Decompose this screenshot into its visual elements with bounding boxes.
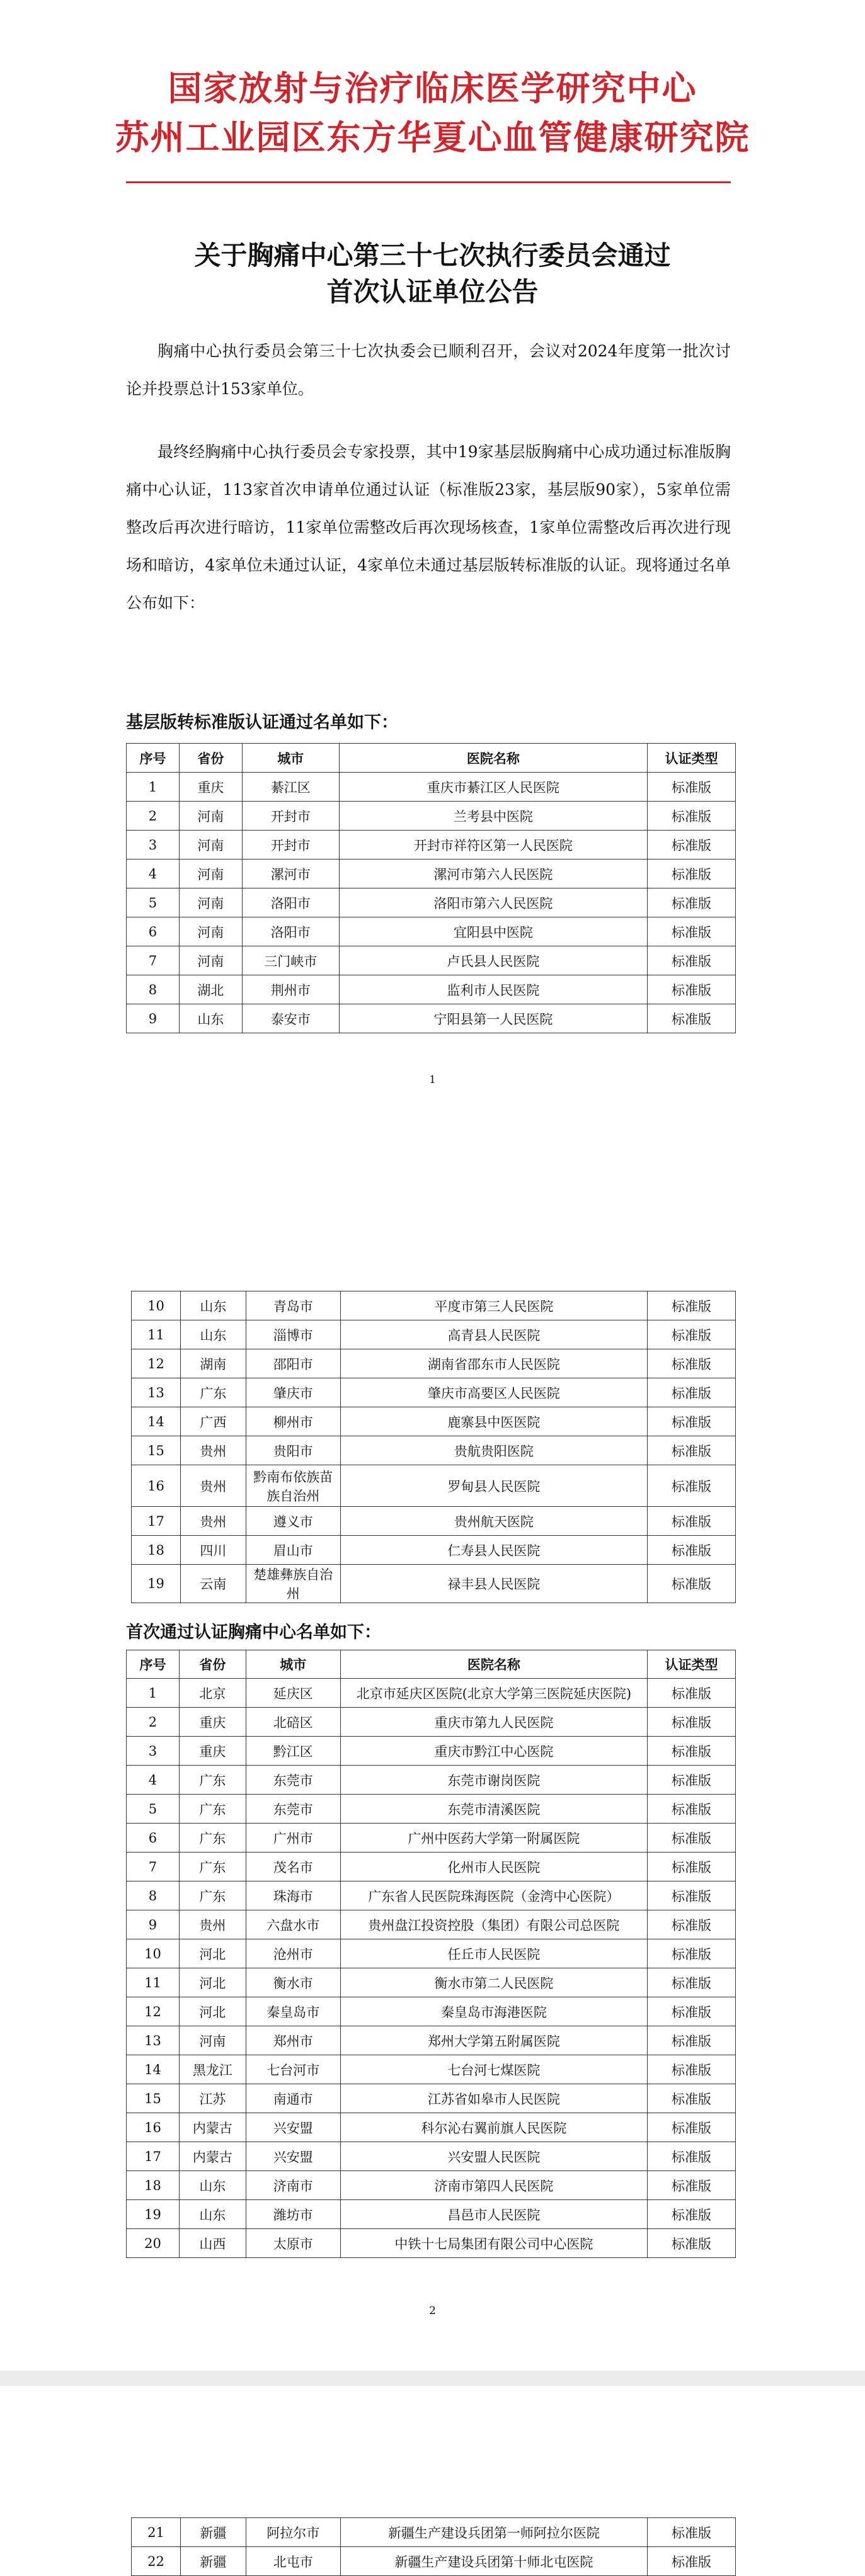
table-cell: 标准版	[648, 1349, 736, 1378]
table-cell: 14	[132, 1407, 181, 1436]
table-cell: 标准版	[648, 917, 736, 946]
table-cell: 16	[127, 2113, 180, 2142]
table-cell: 标准版	[648, 2055, 736, 2084]
table-cell: 贵阳市	[246, 1436, 340, 1465]
table-cell: 兰考县中医院	[339, 802, 647, 831]
table-cell: 标准版	[648, 1436, 736, 1465]
table-cell: 邵阳市	[246, 1349, 340, 1378]
announcement-title-line-2: 首次认证单位公告	[326, 276, 539, 307]
table-cell: 标准版	[648, 1737, 736, 1766]
table-cell: 标准版	[648, 1968, 736, 1997]
table-row	[132, 1436, 736, 1465]
table-row	[127, 975, 736, 1004]
table-cell: 荆州市	[242, 975, 339, 1004]
table-row	[127, 1910, 736, 1939]
column-header: 医院名称	[340, 1650, 647, 1679]
table-cell: 郑州市	[246, 2026, 340, 2055]
table-cell: 广东	[179, 1824, 246, 1853]
table-row	[127, 1737, 736, 1766]
table-cell: 阿拉尔市	[246, 2518, 340, 2547]
body-paragraph-1	[126, 332, 731, 408]
column-header: 认证类型	[648, 744, 736, 773]
table-cell: 肇庆市	[246, 1378, 340, 1407]
table-cell: 衡水市第二人民医院	[340, 1968, 647, 1997]
table-row	[127, 2171, 736, 2200]
table-row	[127, 2084, 736, 2113]
table-cell: 四川	[180, 1536, 246, 1565]
table-row	[127, 1853, 736, 1881]
announcement-title-line-1: 关于胸痛中心第三十七次执行委员会通过	[194, 240, 671, 271]
table-row	[127, 1939, 736, 1968]
table-cell: 7	[127, 946, 180, 975]
table-cell: 标准版	[648, 1708, 736, 1737]
table-cell: 标准版	[648, 1939, 736, 1968]
table-cell: 12	[127, 1997, 180, 2026]
table-cell: 16	[132, 1465, 181, 1507]
table-cell: 标准版	[648, 1766, 736, 1795]
table-cell: 标准版	[648, 888, 736, 917]
table-cell: 山东	[179, 2200, 246, 2229]
table-cell: 高青县人民医院	[340, 1320, 647, 1349]
table-cell: 罗甸县人民医院	[340, 1465, 647, 1507]
table-cell: 18	[132, 1536, 181, 1565]
table-cell: 平度市第三人民医院	[340, 1291, 647, 1320]
table-cell: 标准版	[648, 773, 736, 802]
document-page-3	[0, 2386, 865, 2570]
table-cell: 山东	[179, 1004, 242, 1033]
table-cell: 标准版	[648, 2200, 736, 2229]
table-cell: 开封市	[242, 802, 339, 831]
document-page-2	[0, 1234, 865, 2366]
table-cell: 标准版	[648, 860, 736, 888]
table-row	[127, 2055, 736, 2084]
table-cell: 太原市	[246, 2229, 340, 2258]
table-cell: 15	[132, 1436, 181, 1465]
table-row	[132, 1320, 736, 1349]
table-cell: 新疆	[180, 2518, 246, 2547]
table-cell: 卢氏县人民医院	[339, 946, 647, 975]
table-cell: 标准版	[648, 1320, 736, 1349]
table-cell: 河南	[179, 946, 242, 975]
body-paragraph-2	[126, 433, 731, 622]
table-row	[127, 773, 736, 802]
table-cell: 眉山市	[246, 1536, 340, 1565]
table-cell: 标准版	[648, 2113, 736, 2142]
table-row	[132, 1349, 736, 1378]
table-cell: 17	[127, 2142, 180, 2171]
table-cell: 湖北	[179, 975, 242, 1004]
table-cell: 广东	[179, 1881, 246, 1910]
table-cell: 标准版	[648, 946, 736, 975]
table-row	[127, 2113, 736, 2142]
table-cell: 17	[132, 1507, 181, 1536]
table-cell: 标准版	[648, 2171, 736, 2200]
table-cell: 济南市	[246, 2171, 340, 2200]
table-cell: 标准版	[648, 831, 736, 860]
header-divider	[126, 181, 731, 183]
table-cell: 秦皇岛市海港医院	[340, 1997, 647, 2026]
table-cell: 洛阳市第六人民医院	[339, 888, 647, 917]
table-cell: 江苏	[179, 2084, 246, 2113]
table-cell: 标准版	[648, 1881, 736, 1910]
table-cell: 13	[132, 1378, 181, 1407]
table-cell: 东莞市谢岗医院	[340, 1766, 647, 1795]
table-cell: 湖南	[180, 1349, 246, 1378]
table-cell: 21	[132, 2518, 181, 2547]
table-cell: 广州中医药大学第一附属医院	[340, 1824, 647, 1853]
section-title-upgrade: 基层版转标准版认证通过名单如下：	[126, 713, 398, 732]
table-cell: 新疆生产建设兵团第十师北屯医院	[340, 2547, 647, 2576]
table-cell: 贵州盘江投资控股（集团）有限公司总医院	[340, 1910, 647, 1939]
table-cell: 漯河市	[242, 860, 339, 888]
table-header-row	[127, 1650, 736, 1679]
table-cell: 楚雄彝族自治州	[246, 1565, 340, 1603]
table-cell: 七台河七煤医院	[340, 2055, 647, 2084]
table-cell: 沧州市	[246, 1939, 340, 1968]
table-cell: 标准版	[648, 1536, 736, 1565]
table-row	[127, 917, 736, 946]
table-cell: 广东	[180, 1378, 246, 1407]
table-cell: 济南市第四人民医院	[340, 2171, 647, 2200]
table-cell: 开封市	[242, 831, 339, 860]
table-cell: 20	[127, 2229, 180, 2258]
table-cell: 泰安市	[242, 1004, 339, 1033]
table-cell: 标准版	[648, 1291, 736, 1320]
table-cell: 河南	[179, 860, 242, 888]
table-row	[127, 860, 736, 888]
table-cell: 8	[127, 1881, 180, 1910]
table-cell: 6	[127, 917, 180, 946]
table-cell: 兴安盟人民医院	[340, 2142, 647, 2171]
table-row	[127, 1004, 736, 1033]
table-cell: 广西	[180, 1407, 246, 1436]
table-cell: 广东	[179, 1853, 246, 1881]
table-cell: 六盘水市	[246, 1910, 340, 1939]
institution-name-line-2: 苏州工业园区东方华夏心血管健康研究院	[115, 117, 750, 157]
page-separator	[0, 2371, 865, 2386]
table-cell: 河北	[179, 1997, 246, 2026]
table-cell: 5	[127, 1795, 180, 1824]
table-cell: 北屯市	[246, 2547, 340, 2576]
table-cell: 东莞市清溪医院	[340, 1795, 647, 1824]
column-header: 认证类型	[648, 1650, 736, 1679]
table-row	[127, 802, 736, 831]
table-cell: 标准版	[648, 1679, 736, 1708]
section-title-first-certification: 首次通过认证胸痛中心名单如下：	[126, 1623, 381, 1642]
table-cell: 宁阳县第一人民医院	[339, 1004, 647, 1033]
column-header: 城市	[242, 744, 339, 773]
table-cell: 14	[127, 2055, 180, 2084]
table-cell: 郑州大学第五附属医院	[340, 2026, 647, 2055]
table-row	[127, 2142, 736, 2171]
document-page-1	[0, 0, 865, 1196]
table-cell: 标准版	[648, 802, 736, 831]
table-cell: 茂名市	[246, 1853, 340, 1881]
table-row	[127, 1968, 736, 1997]
table-cell: 10	[132, 1291, 181, 1320]
table-cell: 洛阳市	[242, 917, 339, 946]
table-cell: 黔江区	[246, 1737, 340, 1766]
first-certification-table-continued	[131, 2517, 736, 2576]
table-cell: 衡水市	[246, 1968, 340, 1997]
table-cell: 标准版	[648, 1565, 736, 1603]
table-cell: 新疆	[180, 2547, 246, 2576]
table-cell: 北京市延庆区医院(北京大学第三医院延庆医院)	[340, 1679, 647, 1708]
paragraph-text: 最终经胸痛中心执行委员会专家投票，其中19家基层版胸痛中心成功通过标准版胸痛中心认证，113家首次申请单位通过认证（标准版23家，基层版90家），5家单位需整改后再次进行暗访，11家单位需整改后再次现场核查，1家单位需整改后再次进行现场和暗访，4家单位未通过认证，4家单位未通过基层版转标准版的认证。现将通过名单公布如下：	[126, 443, 731, 612]
table-row	[127, 1795, 736, 1824]
table-row	[132, 1507, 736, 1536]
column-header: 序号	[127, 1650, 180, 1679]
table-cell: 标准版	[648, 1465, 736, 1507]
table-body	[132, 1291, 736, 1603]
table-cell: 河南	[179, 831, 242, 860]
table-cell: 1	[127, 1679, 180, 1708]
table-cell: 青岛市	[246, 1291, 340, 1320]
table-cell: 遵义市	[246, 1507, 340, 1536]
page-number: 2	[429, 2305, 436, 2317]
table-cell: 东莞市	[246, 1766, 340, 1795]
table-cell: 15	[127, 2084, 180, 2113]
table-cell: 三门峡市	[242, 946, 339, 975]
table-cell: 3	[127, 1737, 180, 1766]
table-cell: 6	[127, 1824, 180, 1853]
table-cell: 北京	[179, 1679, 246, 1708]
table-cell: 重庆	[179, 1737, 246, 1766]
table-cell: 标准版	[648, 975, 736, 1004]
table-cell: 淄博市	[246, 1320, 340, 1349]
table-cell: 7	[127, 1853, 180, 1881]
table-row	[132, 1536, 736, 1565]
table-cell: 12	[132, 1349, 181, 1378]
paragraph-text: 胸痛中心执行委员会第三十七次执委会已顺利召开，会议对2024年度第一批次讨论并投票总计153家单位。	[126, 342, 731, 398]
column-header: 医院名称	[339, 744, 647, 773]
table-cell: 8	[127, 975, 180, 1004]
upgrade-certification-table-continued	[131, 1291, 736, 1603]
table-cell: 重庆市黔江中心医院	[340, 1737, 647, 1766]
table-cell: 11	[132, 1320, 181, 1349]
table-cell: 3	[127, 831, 180, 860]
table-cell: 标准版	[648, 1004, 736, 1033]
table-cell: 9	[127, 1004, 180, 1033]
first-certification-table	[126, 1650, 736, 2258]
table-cell: 22	[132, 2547, 181, 2576]
table-cell: 兴安盟	[246, 2142, 340, 2171]
upgrade-certification-table	[126, 743, 736, 1033]
table-row	[132, 1378, 736, 1407]
table-cell: 贵州航天医院	[340, 1507, 647, 1536]
table-cell: 云南	[180, 1565, 246, 1603]
table-body	[132, 2518, 736, 2576]
table-cell: 新疆生产建设兵团第一师阿拉尔医院	[340, 2518, 647, 2547]
table-cell: 10	[127, 1939, 180, 1968]
table-cell: 18	[127, 2171, 180, 2200]
table-cell: 昌邑市人民医院	[340, 2200, 647, 2229]
table-cell: 兴安盟	[246, 2113, 340, 2142]
table-cell: 重庆	[179, 773, 242, 802]
table-body	[127, 773, 736, 1033]
table-row	[127, 946, 736, 975]
column-header: 城市	[246, 1650, 340, 1679]
table-cell: 标准版	[648, 2518, 736, 2547]
table-body	[127, 1679, 736, 2258]
table-cell: 綦江区	[242, 773, 339, 802]
table-cell: 5	[127, 888, 180, 917]
table-cell: 东莞市	[246, 1795, 340, 1824]
table-cell: 标准版	[648, 2229, 736, 2258]
table-cell: 2	[127, 802, 180, 831]
page-number: 1	[429, 1074, 436, 1086]
table-cell: 潍坊市	[246, 2200, 340, 2229]
table-cell: 19	[132, 1565, 181, 1603]
table-cell: 化州市人民医院	[340, 1853, 647, 1881]
table-cell: 4	[127, 860, 180, 888]
table-cell: 贵航贵阳医院	[340, 1436, 647, 1465]
table-row	[132, 1407, 736, 1436]
column-header: 序号	[127, 744, 180, 773]
table-row	[127, 1824, 736, 1853]
column-header: 省份	[179, 1650, 246, 1679]
table-row	[127, 1708, 736, 1737]
table-cell: 黔南布依族苗族自治州	[246, 1465, 340, 1507]
table-cell: 南通市	[246, 2084, 340, 2113]
table-cell: 贵州	[180, 1507, 246, 1536]
table-cell: 广州市	[246, 1824, 340, 1853]
table-cell: 宜阳县中医院	[339, 917, 647, 946]
table-cell: 河北	[179, 1939, 246, 1968]
table-cell: 延庆区	[246, 1679, 340, 1708]
table-cell: 标准版	[648, 1824, 736, 1853]
table-cell: 重庆市綦江区人民医院	[339, 773, 647, 802]
table-header-row	[127, 744, 736, 773]
table-row	[127, 1679, 736, 1708]
table-cell: 中铁十七局集团有限公司中心医院	[340, 2229, 647, 2258]
table-row	[132, 1565, 736, 1603]
table-cell: 13	[127, 2026, 180, 2055]
table-cell: 标准版	[648, 2084, 736, 2113]
table-cell: 标准版	[648, 1507, 736, 1536]
table-cell: 标准版	[648, 1407, 736, 1436]
table-cell: 标准版	[648, 2026, 736, 2055]
table-cell: 鹿寨县中医医院	[340, 1407, 647, 1436]
institution-name-line-1: 国家放射与治疗临床医学研究中心	[168, 68, 697, 108]
table-cell: 黑龙江	[179, 2055, 246, 2084]
table-row	[127, 1881, 736, 1910]
table-cell: 珠海市	[246, 1881, 340, 1910]
table-cell: 江苏省如皋市人民医院	[340, 2084, 647, 2113]
table-cell: 科尔沁右翼前旗人民医院	[340, 2113, 647, 2142]
table-cell: 禄丰县人民医院	[340, 1565, 647, 1603]
table-cell: 11	[127, 1968, 180, 1997]
table-cell: 漯河市第六人民医院	[339, 860, 647, 888]
table-cell: 标准版	[648, 2142, 736, 2171]
table-cell: 1	[127, 773, 180, 802]
table-cell: 内蒙古	[179, 2113, 246, 2142]
table-cell: 洛阳市	[242, 888, 339, 917]
table-cell: 北碚区	[246, 1708, 340, 1737]
table-cell: 柳州市	[246, 1407, 340, 1436]
table-cell: 监利市人民医院	[339, 975, 647, 1004]
table-row	[127, 2200, 736, 2229]
table-cell: 标准版	[648, 1997, 736, 2026]
table-row	[132, 2518, 736, 2547]
table-cell: 湖南省邵东市人民医院	[340, 1349, 647, 1378]
table-cell: 重庆	[179, 1708, 246, 1737]
table-cell: 山东	[180, 1320, 246, 1349]
table-row	[127, 2229, 736, 2258]
table-cell: 仁寿县人民医院	[340, 1536, 647, 1565]
table-cell: 2	[127, 1708, 180, 1737]
table-cell: 4	[127, 1766, 180, 1795]
table-cell: 开封市祥符区第一人民医院	[339, 831, 647, 860]
table-cell: 肇庆市高要区人民医院	[340, 1378, 647, 1407]
table-cell: 标准版	[648, 1853, 736, 1881]
table-cell: 广东省人民医院珠海医院（金湾中心医院）	[340, 1881, 647, 1910]
table-cell: 广东	[179, 1766, 246, 1795]
table-row	[127, 1997, 736, 2026]
table-row	[127, 831, 736, 860]
table-cell: 广东	[179, 1795, 246, 1824]
table-row	[127, 1766, 736, 1795]
table-cell: 标准版	[648, 1378, 736, 1407]
table-cell: 山东	[180, 1291, 246, 1320]
table-cell: 内蒙古	[179, 2142, 246, 2171]
table-cell: 标准版	[648, 1910, 736, 1939]
table-cell: 19	[127, 2200, 180, 2229]
table-cell: 任丘市人民医院	[340, 1939, 647, 1968]
table-cell: 七台河市	[246, 2055, 340, 2084]
table-cell: 贵州	[179, 1910, 246, 1939]
table-cell: 9	[127, 1910, 180, 1939]
table-cell: 重庆市第九人民医院	[340, 1708, 647, 1737]
table-cell: 山东	[179, 2171, 246, 2200]
table-cell: 标准版	[648, 1795, 736, 1824]
table-cell: 贵州	[180, 1436, 246, 1465]
column-header: 省份	[179, 744, 242, 773]
table-cell: 河北	[179, 1968, 246, 1997]
table-cell: 山西	[179, 2229, 246, 2258]
table-cell: 河南	[179, 802, 242, 831]
table-cell: 贵州	[180, 1465, 246, 1507]
table-cell: 标准版	[648, 2547, 736, 2576]
table-cell: 河南	[179, 2026, 246, 2055]
table-cell: 河南	[179, 917, 242, 946]
table-row	[132, 1291, 736, 1320]
table-cell: 秦皇岛市	[246, 1997, 340, 2026]
table-row	[127, 888, 736, 917]
table-row	[132, 1465, 736, 1507]
table-cell: 河南	[179, 888, 242, 917]
table-row	[127, 2026, 736, 2055]
